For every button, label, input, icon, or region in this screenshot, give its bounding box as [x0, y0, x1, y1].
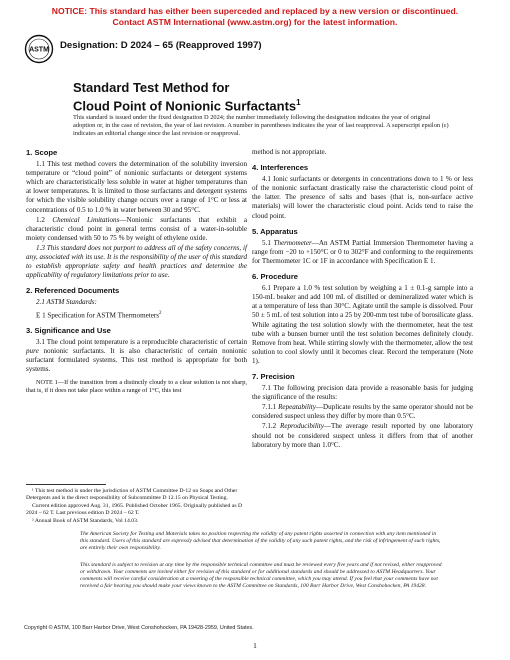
note-1-continued: method is not appropriate.: [252, 148, 327, 156]
section-4-heading: 4. Interferences: [252, 163, 309, 173]
footnotes: [26, 488, 247, 526]
document-title: [73, 80, 301, 113]
standard-intro: This standard is issued under the fixed designation D 2024; the number immediately following the designation indicates the year of original adoption or, in the case of revision, the year of last revision. A number in parentheses indicates the year of last reapproval. A superscript epsilon (ε) indicates an editorial change since the last revision or reapproval.: [73, 114, 449, 137]
section-3-heading: 3. Significance and Use: [26, 325, 111, 335]
notice-line-1: NOTICE: This standard has either been superceded and replaced by a new version or discontinued.: [51, 6, 459, 16]
para-7-1-1: 7.1.1 Repeatability—Duplicate results by the same operator should not be considered suspect unless they differ by more than 0.5°C.: [252, 403, 473, 421]
para-2-1: 2.1 ASTM Standards:: [36, 298, 97, 307]
note-1: NOTE 1—If the transition from a distinctly cloudy to a clear solution is not sharp, that is, if it does not take place within a range of 1°C, this test: [26, 379, 247, 395]
astm-logo: [24, 34, 54, 64]
designation: Designation: D 2024 – 65 (Reapproved 1997): [60, 40, 262, 51]
section-7-heading: 7. Precision: [252, 371, 295, 381]
para-4-1: 4.1 Ionic surfactants or detergents in concentrations down to 1 % or less of the nonionic surfactant drastically raise the characteristic cloud point of the latter. The presence of salts and bases (that is, non-surface active materials) will lower the characteristic cloud point. Acids tend to raise the cloud point.: [252, 175, 473, 220]
section-6-heading: 6. Procedure: [252, 272, 299, 282]
para-7-1-2: 7.1.2 Reproducibility—The average result reported by one laboratory should not be considered suspect unless it differs from that of another laboratory by more than 1.0°C.: [252, 422, 473, 449]
para-5-1: 5.1 Thermometer—An ASTM Partial Immersion Thermometer having a range from −20 to +150°C or 0 to 302°F and conforming to the requirements for Thermometer 1C or 1F in accordance with Specification E 1.: [252, 238, 473, 265]
title-line-1: Standard Test Method for: [73, 80, 230, 95]
para-3-1: 3.1 The cloud point temperature is a reproducible characteristic of certain pure nonionic surfactants. It is also characteristic of certain nonionic surfactant formulated systems. This test method is appropriate for both systems.: [26, 338, 247, 374]
notice-line-2: Contact ASTM International (www.astm.org) for the latest information.: [112, 17, 398, 27]
section-5-heading: 5. Apparatus: [252, 226, 298, 236]
para-1-3: 1.3 This standard does not purport to address all of the safety concerns, if any, associated with its use. It is the responsibility of the user of this standard to establish appropriate safety and health practices and determine the applicability of regulatory limitations prior to use.: [26, 243, 247, 280]
copyright: Copyright © ASTM, 100 Barr Harbor Drive, West Conshohocken, PA 19428-2959, United States.: [24, 625, 254, 631]
para-1-2: 1.2 Chemical Limitations—Nonionic surfactants that exhibit a characteristic cloud point in general terms consist of a water-in-soluble moiety condensed with 50 to 75 % by weight of ethylene oxide.: [26, 215, 247, 242]
patent-disclaimer: The American Society for Testing and Materials takes no position respecting the validity of any patent rights asserted in connection with any item mentioned in this standard. Users of this standard are expressly advised that determination of the validity of any such patent rights, and the risk of infringement of such rights, are entirely their own responsibility.: [80, 531, 441, 551]
footnote-2: ² Annual Book of ASTM Standards, Vol 14.03.: [32, 518, 139, 524]
para-7-1: 7.1 The following precision data provide a reasonable basis for judging the significance of the results:: [252, 384, 473, 402]
left-column: [26, 148, 247, 396]
section-2-heading: 2. Referenced Documents: [26, 286, 120, 296]
para-1-1: 1.1 This test method covers the determination of the solubility inversion temperature or “cloud point” of nonionic surfactants or detergent systems which are characteristically less soluble in water at higher temperatures than at lower temperatures. It is limited to those surfactants and detergent systems for which the visible solubility change occurs over a range of 1°C or less at concentrations of 0.5 to 1.0 % in water between 30 and 95°C.: [26, 160, 247, 214]
title-line-2: Cloud Point of Nonionic Surfactants: [73, 98, 297, 114]
revision-notice: This standard is subject to revision at any time by the responsible technical committee and must be reviewed every five years and if not revised, either reapproved or withdrawn. Your comments are invited either for revision of this standard or for additional standards and should be addressed to ASTM Headquarters. Your comments will receive careful consideration at a meeting of the responsible technical committee, which you may attend. If you feel that your comments have not received a fair hearing you should make your views known to the ASTM Committee on Standards, 100 Barr Harbor Drive, West Conshohocken, PA 19428.: [80, 562, 442, 589]
svg-text:ASTM: ASTM: [29, 46, 49, 54]
para-6-1: 6.1 Prepare a 1.0 % test solution by weighing a 1 ± 0.1-g sample into a 150-mL beaker and add 100 mL of distilled or demineralized water which is at a temperature of less than 30°C. Agitate until the sample is dissolved. Pour 50 ± 5 mL of test solution into a 25 by 200-mm test tube of borosilicate glass. While agitating the test solution slowly with the thermometer, heat the test tube with a bunsen burner until the test solution becomes definitely cloudy. Remove from heat. While stirring slowly with the thermometer, allow the test solution to cool slowly until it becomes clear. Record the temperature (Note 1).: [252, 284, 473, 365]
footnote-1b: Current edition approved Aug. 31, 1965. Published October 1965. Originally published as D 2024 – 62 T. Last previous edition D 2024 – 62 T.: [26, 503, 243, 516]
supersede-notice: [0, 6, 510, 28]
right-column: [252, 148, 473, 451]
para-2-1-e1: E 1 Specification for ASTM Thermometers$^2$: [36, 310, 162, 319]
page-number: 1: [253, 641, 257, 650]
footnote-divider: [26, 484, 106, 485]
footnote-1: ¹ This test method is under the jurisdiction of ASTM Committee D-12 on Soaps and Other Detergents and is the direct responsibility of Subcommittee D 12.15 on Physical Testing.: [26, 488, 238, 501]
title-footnote-mark: 1: [296, 98, 301, 107]
section-1-heading: 1. Scope: [26, 148, 58, 157]
